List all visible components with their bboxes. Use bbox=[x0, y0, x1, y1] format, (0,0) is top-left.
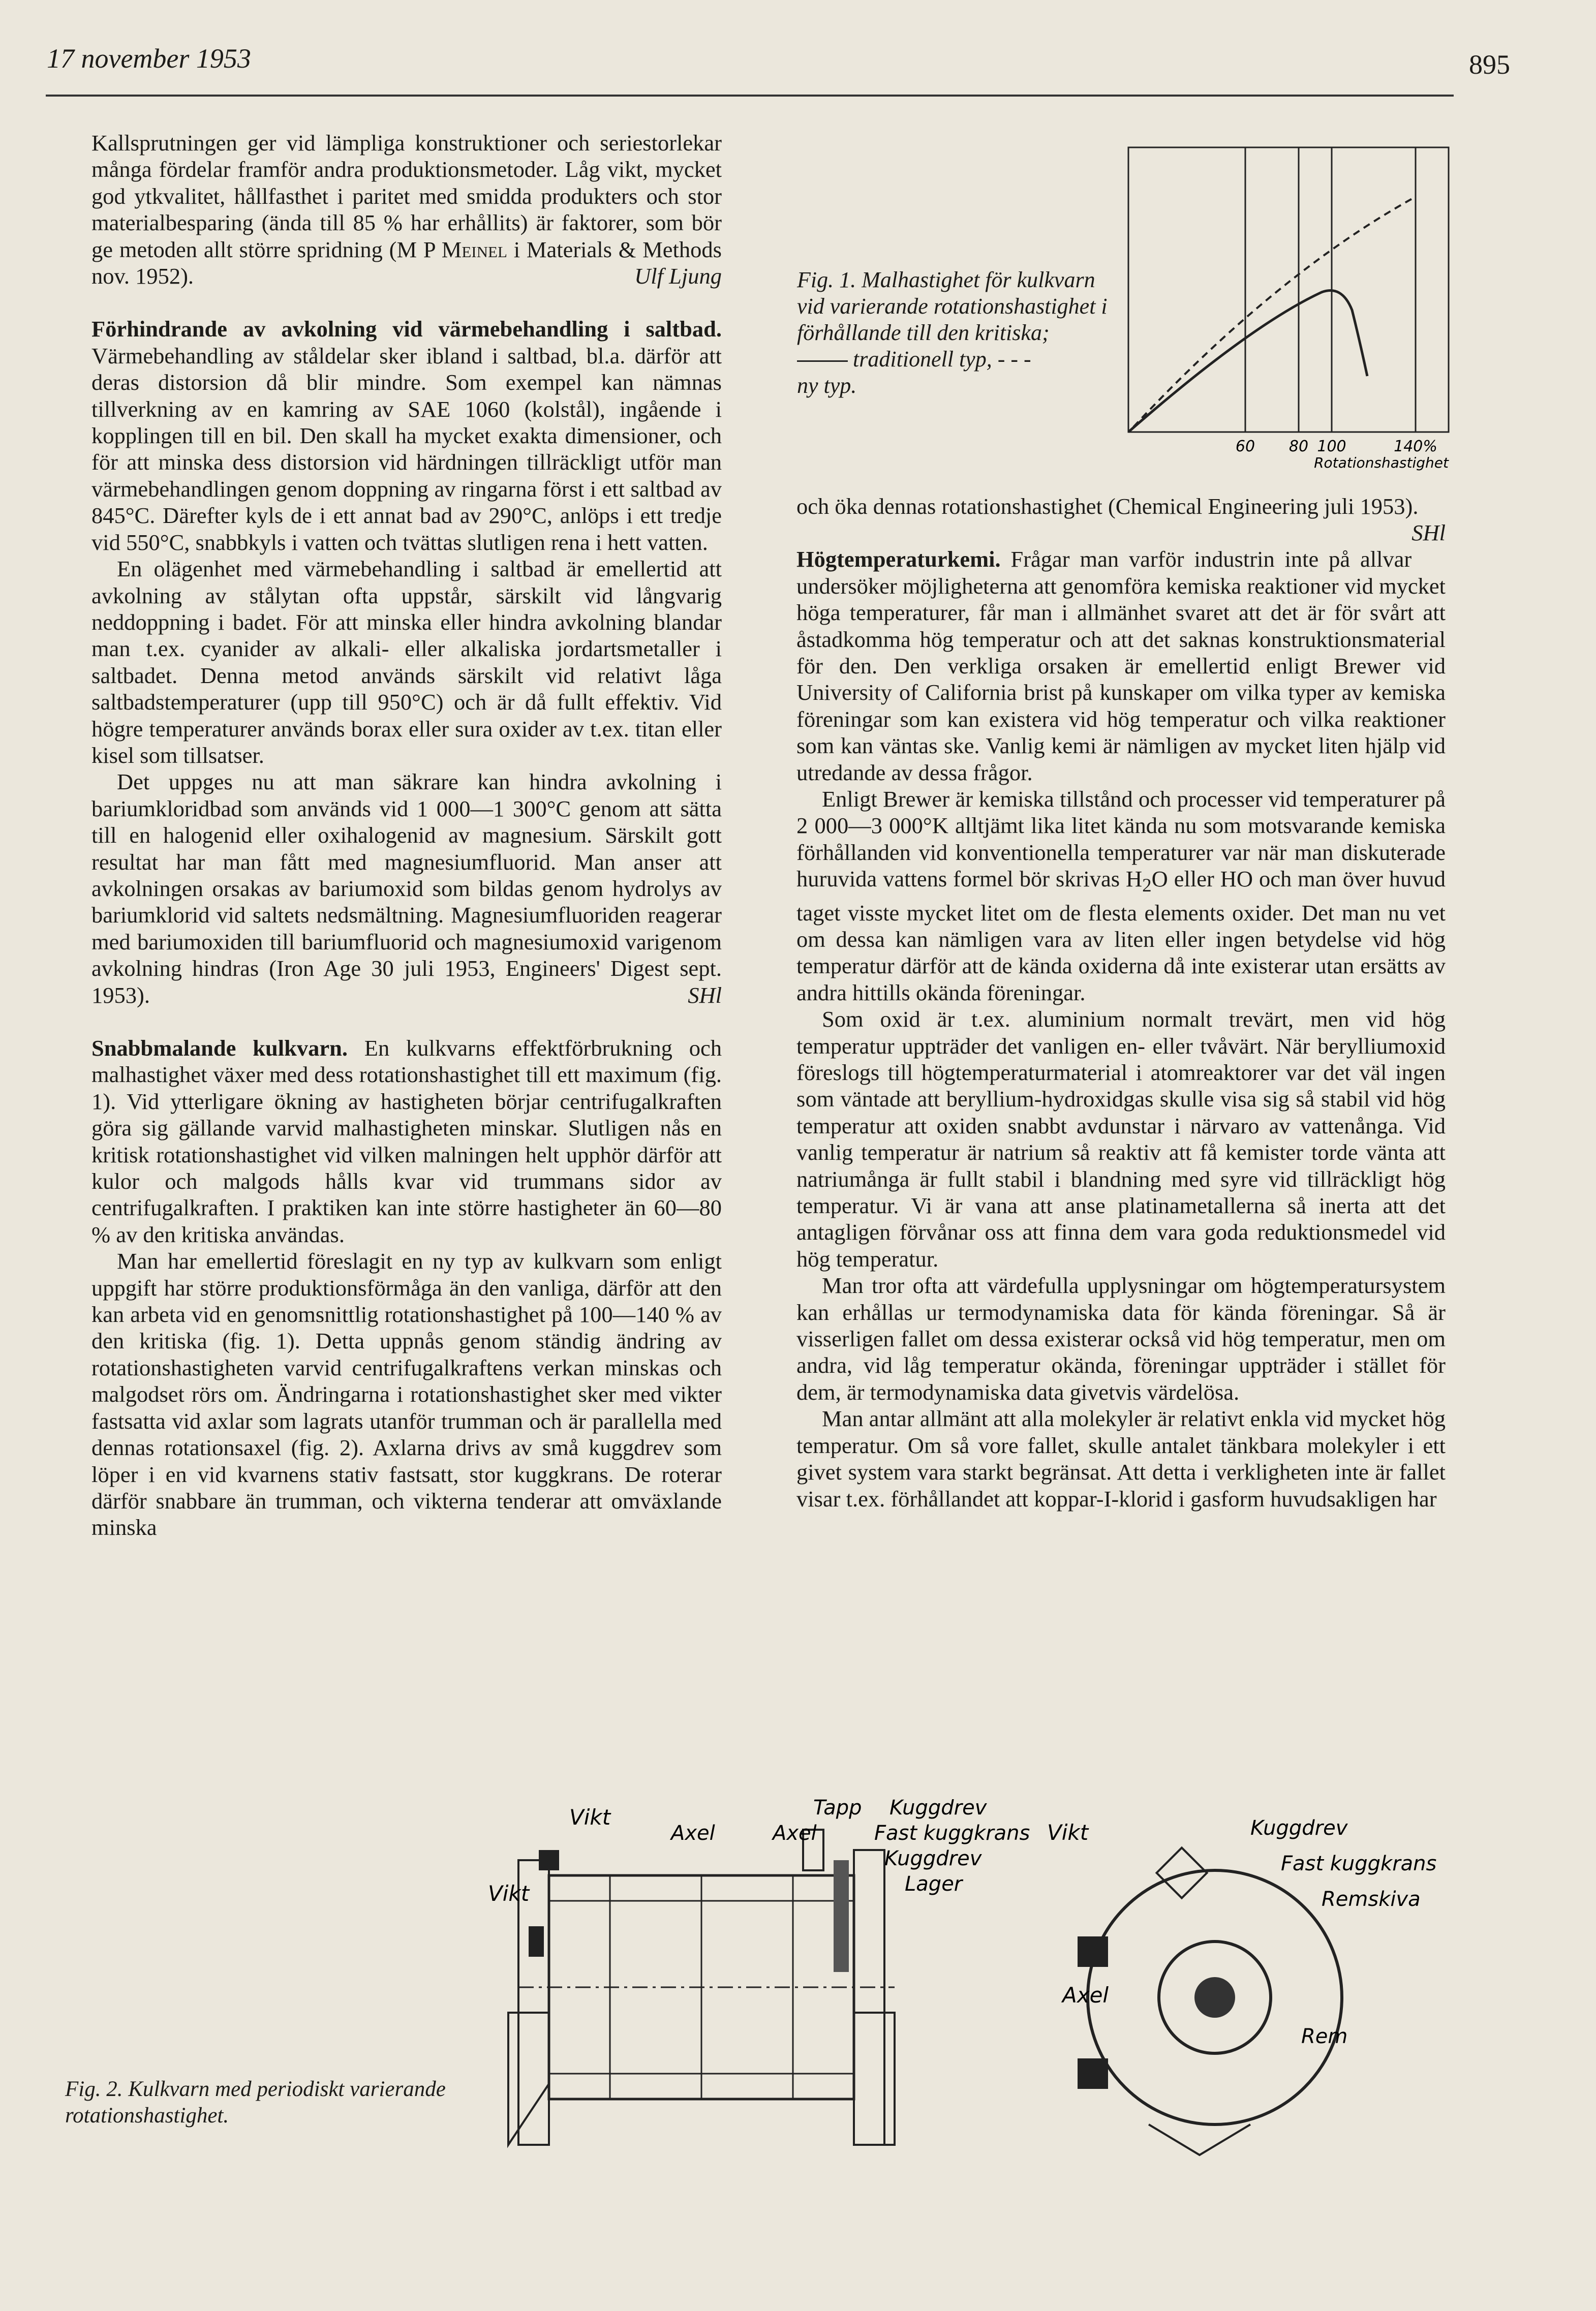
paragraph-kulkvarn-2: Man har emellertid föreslagit en ny typ av kulkvarn som enligt uppgift har större produktionsförmåga än den vanliga, därför att den kan arbeta vid en genomsnittlig rotationshastighet på 100—140 % av den kritiska (fig. 1). Detta uppnås genom ständig ändring av rotationshastigheten varvid centrifugalkraftens verkan minskas och malgodset rörs om. Ändringarna i rotationshastighet sker med vikter fastsatta vid axlar som lagrats utanför trumman och är parallella med dennas rotationsaxel (fig. 2). Axlarna drivs av små kuggdrev som löper i en vid kvarnens stativ fastsatt, stor kuggkrans. De roterar därför snabbare än trumman, och vikterna tenderar att omväxlande minska bbox=[91, 1248, 722, 1540]
label-axel: Axel bbox=[671, 1822, 715, 1845]
label-kuggdrev: Kuggdrev bbox=[889, 1799, 987, 1820]
weight-top-right bbox=[1157, 1848, 1207, 1898]
header-rule bbox=[46, 95, 1454, 97]
paragraph-text: Det uppges nu att man säkrare kan hindra avkolning i bariumkloridbad som används vid 1 000—1 300°C genom att sätta till en halogenid eller oxihalogenid av magnesium. Särskilt gott resultat har man fått med magnesiumfluorid. Man anser att avkolningen orsakas av bariumoxid som bildas genom hydrolys av bariumklorid vid saltets nedsmältning. Magnesiumfluoriden reagerar med bariumoxiden till bariumfluorid och magnesiumoxid varigenom avkolning hindras (Iron Age 30 juli 1953, Engineers' Digest sept. 1953). bbox=[91, 769, 722, 1008]
section-title: Högtemperaturkemi. bbox=[796, 546, 1001, 572]
paragraph-hogtemp-4: Man tror ofta att värdefulla upplysningar om högtemperatursystem kan erhållas ur termodynamiska data för kända föreningar. Så är visserligen fallet om dessa existerar också vid hög temperatur, men om andra, vid låg temperatur okända, föreningar uppträder i stället för dem, är termodynamiska data givetvis värdelösa. bbox=[796, 1273, 1446, 1405]
paragraph-text: Frågar man varför industrin inte på allvar undersöker möjligheterna att genomföra kemiska reaktioner vid mycket höga temperaturer, får man i allmänhet svaret att det är för svårt att åstadkomma hög temperatur och att det saknas konstruktionsmaterial för den. Den verkliga orsaken är emellertid enligt Brewer vid University of California brist på kunskaper om vilka typer av kemiska föreningar som kan existera vid hög temperatur och vilka reaktioner som kan väntas ske. Vanlig kemi är nämligen av mycket liten hjälp vid utredande av dessa frågor. bbox=[796, 546, 1446, 785]
weight-bottom bbox=[1078, 2058, 1108, 2089]
section-title: Snabbmalande kulkvarn. bbox=[91, 1035, 348, 1061]
paragraph-text: En kulkvarns effektförbrukning och malhastighet växer med dess rotationshastighet till ett maximum (fig. 1). Vid ytterligare ökning av hastigheten börjar centrifugalkraften göra sig gällande varvid malhastigheten minskar. Slutligen nås en kritisk rotationshastighet vid vilken malningen helt upphör därför att kulor och malgods hålls kvar vid trummans sidor av centrifugalkraften. I praktiken kan inte större hastigheter än 60—80 % av den kritiska användas. bbox=[91, 1035, 722, 1247]
paragraph-avkolning-1 bbox=[91, 316, 722, 556]
header-date: 17 november 1953 bbox=[47, 43, 251, 74]
label-vikt: Vikt bbox=[488, 1881, 530, 1906]
tick-label: 100 bbox=[1317, 438, 1346, 455]
fig1-legend-1: traditionell typ, - - - bbox=[853, 347, 1031, 372]
paragraph-kulkvarn-1 bbox=[91, 1035, 722, 1248]
signature: Ulf Ljung bbox=[634, 263, 722, 289]
paragraph-kallsprutning bbox=[91, 130, 722, 289]
label-tapp: Tapp bbox=[813, 1799, 862, 1820]
paragraph-text: och öka dennas rotationshastighet (Chemical Engineering juli 1953). bbox=[796, 494, 1419, 519]
hub bbox=[1194, 1977, 1235, 2018]
fig2-end-view bbox=[1047, 1799, 1464, 2185]
legend-solid-line bbox=[797, 360, 848, 362]
paragraph-text: Värmebehandling av ståldelar sker ibland i saltbad, bl.a. därför att deras distorsion då blir mindre. Som exempel kan nämnas tillverkning av en kamring av SAE 1060 (kolstål), ingående i kopplingen till en bil. Den skall ha mycket exakta dimensioner, och för att minska dess distorsion vid härdningen tillräckligt utför man värmebehandlingen genom doppning av ringarna först i ett saltbad av 845°C. Därefter kyls de i ett annat bad av 290°C, anlöps i ett tredje vid 550°C, snabbkyls i vatten och tvättas slutligen rena i hett vatten. bbox=[91, 343, 722, 555]
section-title: Förhindrande av avkolning vid värmebehandling i saltbad. bbox=[91, 316, 722, 342]
label-fast-kuggkrans: Fast kuggkrans bbox=[874, 1822, 1030, 1845]
right-column bbox=[796, 493, 1446, 1512]
stand-right-post bbox=[854, 1850, 884, 2145]
weight-left bbox=[529, 1926, 544, 1957]
stand-right bbox=[854, 2013, 895, 2145]
label-kuggdrev: Kuggdrev bbox=[884, 1847, 982, 1870]
left-column bbox=[91, 130, 722, 1541]
label-vikt: Vikt bbox=[569, 1805, 611, 1830]
subscript: 2 bbox=[1142, 875, 1152, 897]
fig2-caption: Fig. 2. Kulkvarn med periodiskt varierande rotationshastighet. bbox=[65, 2077, 446, 2128]
fig1-caption bbox=[797, 267, 1127, 399]
label-axel: Axel bbox=[773, 1822, 817, 1845]
stand-left bbox=[508, 2013, 549, 2145]
label-remskiva: Remskiva bbox=[1322, 1888, 1421, 1911]
weight-left bbox=[1078, 1936, 1108, 1967]
fig1-legend-2: ny typ. bbox=[797, 373, 857, 398]
label-fast-kuggkrans: Fast kuggkrans bbox=[1281, 1852, 1437, 1875]
paragraph-continuation bbox=[796, 493, 1446, 546]
paragraph-text: Kallsprutningen ger vid lämpliga konstruktioner och seriestorlekar många fördelar framför andra produktionsmetoder. Låg vikt, mycket god ytkvalitet, hållfasthet i paritet med smidda produkters och stor materialbesparing (ända till 85 % har erhållits) är faktorer, som bör ge metoden allt större spridning (M P bbox=[91, 130, 722, 262]
paragraph-avkolning-2: En olägenhet med värmebehandling i saltbad är emellertid att avkolning av stålytan ofta uppstår, särskilt vid långvarig neddoppning i badet. För att minska eller hindra avkolning blandar man t.ex. cyanider av alkali- eller alkaliska jordartsmetaller i saltbadet. Denna metod används särskilt vid relativt låga saltbadstemperaturer (upp till 950°C) och är då fullt effektiv. Vid högre temperaturer används borax eller sura oxider av t.ex. titan eller kisel som tillsatser. bbox=[91, 556, 722, 768]
belt bbox=[1149, 2124, 1250, 2155]
weight-top bbox=[539, 1850, 559, 1870]
label-lager: Lager bbox=[905, 1872, 963, 1896]
paragraph-hogtemp-5: Man antar allmänt att alla molekyler är relativt enkla vid mycket hög temperatur. Om så vore fallet, skulle antalet tänkbara molekyler i ett givet system vara starkt begränsat. Att detta i verkligheten inte är fallet visar t.ex. förhållandet att koppar-I-klorid i gasform huvudsakligen har bbox=[796, 1406, 1446, 1512]
axis-label: Rotationshastighet bbox=[1314, 454, 1449, 471]
fig1-caption-text: Fig. 1. Malhastighet för kulkvarn vid varierande rotationshastighet i förhållande till den kritiska; bbox=[797, 267, 1108, 345]
signature: SHl bbox=[1411, 520, 1446, 546]
tick-label: 140% bbox=[1394, 438, 1437, 455]
author-name: Meinel bbox=[441, 236, 507, 262]
chart-frame bbox=[1128, 147, 1449, 432]
paragraph-text: O eller HO och man över huvud taget visste mycket litet om de flesta elements oxider. Det man nu vet om dessa kan nämligen vara av liten eller ingen betydelse vid hög temperatur därför att de kända oxiderna då inte existerar utan ersätts av andra hittills okända föreningar. bbox=[796, 866, 1446, 1005]
label-kuggdrev: Kuggdrev bbox=[1250, 1816, 1348, 1840]
fig1-chart bbox=[1123, 142, 1459, 478]
label-axel: Axel bbox=[1062, 1983, 1109, 2008]
paragraph-hogtemp-2 bbox=[796, 786, 1446, 1006]
signature: SHl bbox=[688, 982, 722, 1008]
label-vikt: Vikt bbox=[1047, 1820, 1089, 1845]
paragraph-hogtemp-1 bbox=[796, 546, 1446, 786]
label-rem: Rem bbox=[1301, 2025, 1348, 2048]
paragraph-text: Enligt Brewer är kemiska tillstånd och processer vid temperaturer på 2 000—3 000°K alltjämt lika litet kända nu som motsvarande kemiska förhållanden vid konventionella temperaturer var när man diskuterade huruvida vattens formel bör skrivas H bbox=[796, 786, 1446, 892]
fig2-side-view bbox=[488, 1799, 1057, 2185]
tick-label: 60 bbox=[1235, 438, 1255, 455]
paragraph-text: i Materials & Methods nov. 1952). bbox=[91, 236, 722, 289]
paragraph-hogtemp-3: Som oxid är t.ex. aluminium normalt trevärt, men vid hög temperatur uppträder det vanligen en- eller tvåvärt. När berylliumoxid föreslogs till högtemperaturmaterial i atomreaktorer var det väl ingen som väntade att beryllium-hydroxidgas skulle visa sig så stabil vid hög temperatur att oxiden snabbt avdunstar i närvaro av vattenånga. Vid vanlig temperatur är natrium så reaktiv att få kemister torde vänta att natriumånga är fullt stabil i blandning med syre vid tillräckligt hög temperatur. Vi är vana att anse platinametallerna så inerta att det antagligen förvånar oss att finna dem vara goda reduktionsmedel vid hög temperatur. bbox=[796, 1006, 1446, 1272]
paragraph-avkolning-3 bbox=[91, 768, 722, 1008]
tick-label: 80 bbox=[1288, 438, 1309, 455]
page-number: 895 bbox=[1469, 49, 1510, 80]
gear-ring bbox=[834, 1860, 849, 1972]
